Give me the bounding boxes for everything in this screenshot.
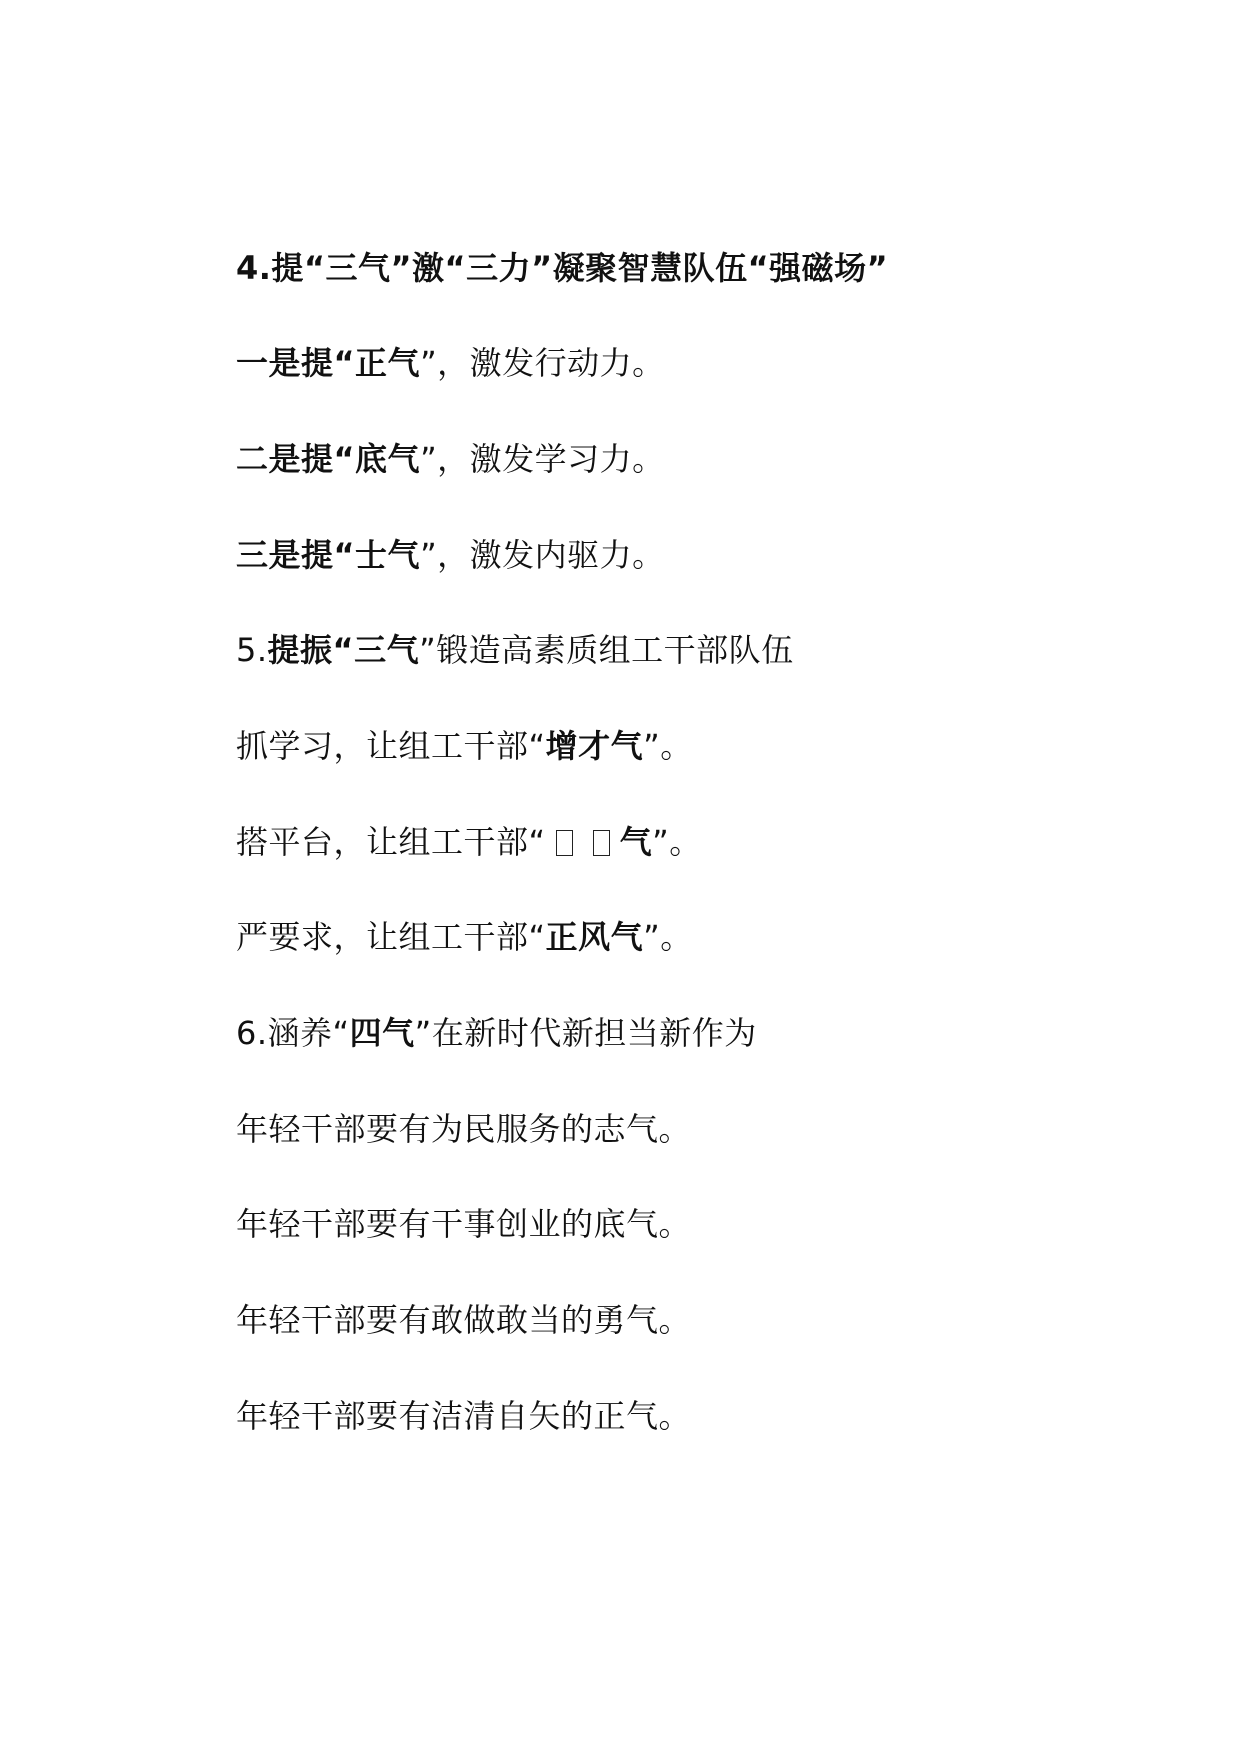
heading-text: ”锻造高素质组工干部队伍: [419, 631, 794, 669]
heading-quote: “三气”: [303, 249, 413, 287]
item-prefix: 抓学习，让组工干部“: [236, 727, 546, 765]
item-suffix: ”，激发行动力。: [420, 344, 665, 382]
item-prefix: 三是提“: [236, 536, 356, 574]
list-item: [236, 439, 665, 479]
heading-text: 激: [412, 249, 445, 287]
item-prefix: 严要求，让组工干部“: [236, 918, 546, 956]
missing-glyph-icon: [593, 830, 610, 856]
heading-quote: 四气: [349, 1014, 415, 1052]
item-prefix: 一是提“: [236, 344, 356, 382]
heading-text: 提: [271, 249, 304, 287]
item-suffix: ”，激发内驱力。: [420, 536, 665, 574]
heading-text: 凝聚智慧队伍: [552, 249, 748, 287]
item-keyword: 士气: [355, 536, 421, 574]
heading-number: 6.: [236, 1014, 268, 1052]
list-item: [236, 917, 693, 957]
heading-quote: “三力”: [444, 249, 553, 287]
item-suffix: ”。: [652, 823, 702, 861]
item-keyword: 正气: [355, 344, 421, 382]
item-suffix: ”。: [643, 918, 693, 956]
item-prefix: 二是提“: [236, 440, 356, 478]
list-item: [236, 726, 693, 766]
list-item: 年轻干部要有洁清自矢的正气。: [236, 1397, 692, 1435]
item-keyword: 增才气: [545, 727, 644, 765]
list-item: 年轻干部要有干事创业的底气。: [236, 1205, 692, 1243]
heading-text: 涵养“: [267, 1014, 350, 1052]
item-keyword: 气: [619, 823, 653, 861]
list-item: 年轻干部要有敢做敢当的勇气。: [236, 1301, 692, 1339]
item-suffix: ”，激发学习力。: [420, 440, 665, 478]
item-suffix: ”。: [643, 727, 693, 765]
list-item: 年轻干部要有为民服务的志气。: [236, 1110, 692, 1148]
heading-quote: “强磁场”: [747, 249, 889, 287]
heading-text: 提振“: [267, 631, 355, 669]
section-heading: [236, 248, 888, 288]
section-heading: [236, 1013, 757, 1053]
heading-text: ”在新时代新担当新作为: [414, 1014, 757, 1052]
heading-quote: 三气: [354, 631, 420, 669]
missing-glyph-icon: [556, 830, 573, 856]
item-prefix: 搭平台，让组工干部“: [236, 823, 546, 861]
list-item: [236, 822, 702, 862]
list-item: [236, 535, 665, 575]
heading-number: 5.: [236, 631, 268, 669]
item-keyword: 正风气: [545, 918, 644, 956]
item-keyword: 底气: [355, 440, 421, 478]
heading-number: 4.: [236, 249, 272, 287]
section-heading: [236, 630, 794, 670]
list-item: [236, 343, 665, 383]
